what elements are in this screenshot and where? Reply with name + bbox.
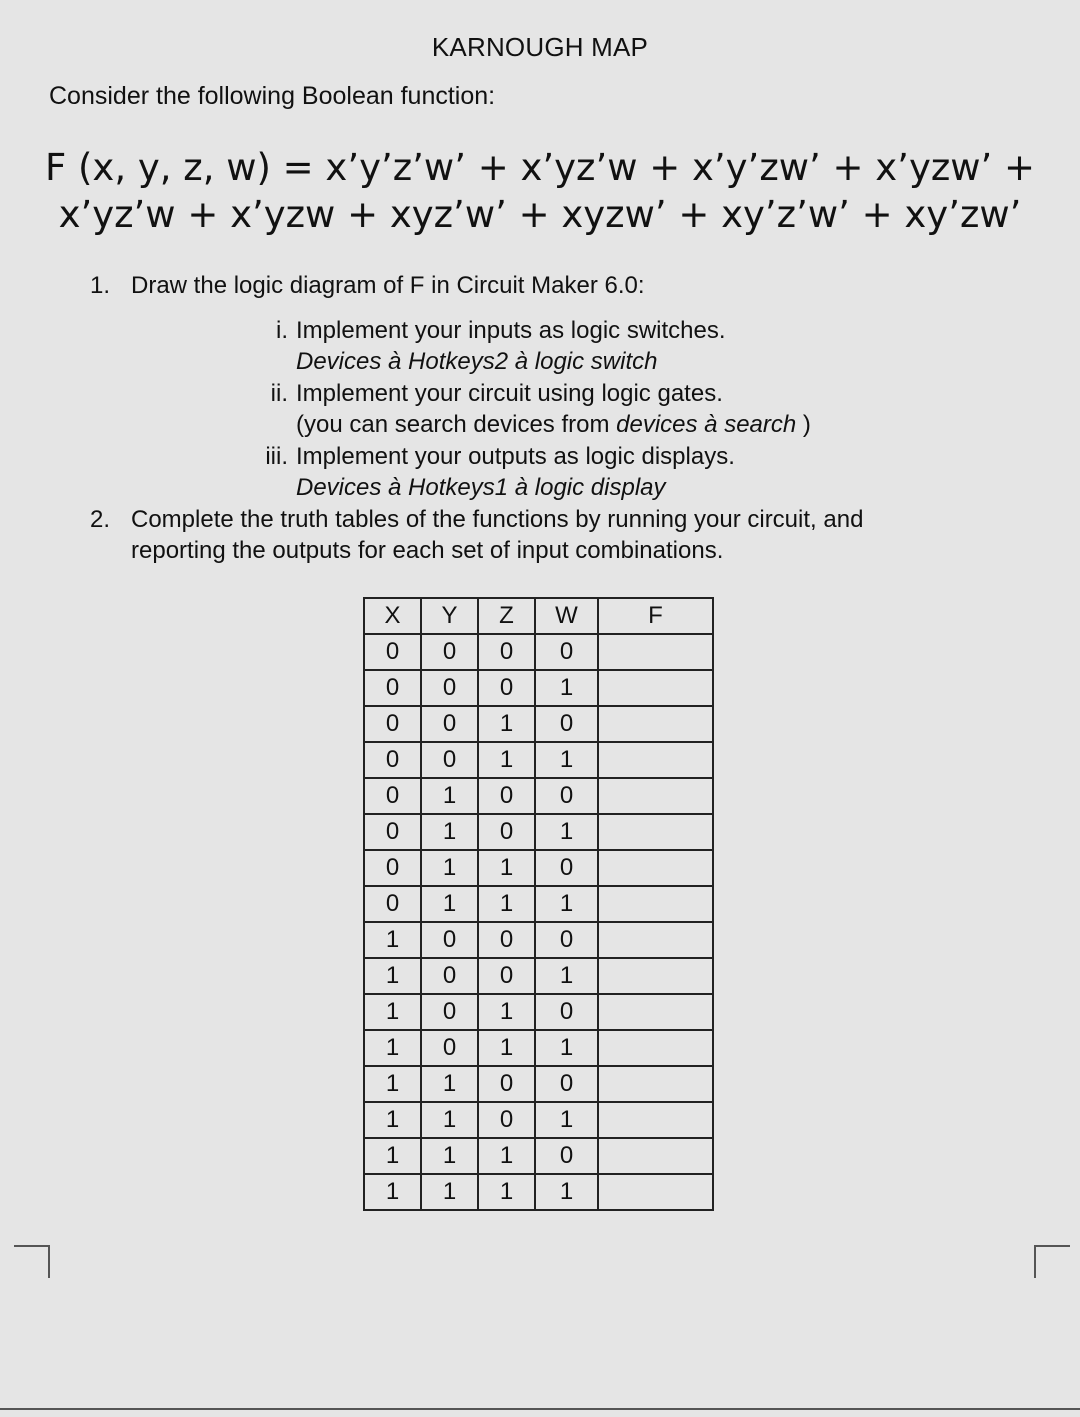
cell-f[interactable] [598,670,713,706]
cell-z: 0 [478,778,535,814]
formula-line-1: F (x, y, z, w) = x’y’z’w’ + x’yz’w + x’y’zw’ + x’yzw’ + [44,146,1036,189]
truth-table-row [364,922,713,958]
truth-table-row [364,1138,713,1174]
truth-table-row [364,814,713,850]
cell-x: 1 [364,1138,421,1174]
cell-z: 1 [478,850,535,886]
cell-w: 0 [535,706,598,742]
crop-mark-left [14,1245,50,1278]
cell-f[interactable] [598,1030,713,1066]
truth-table-row [364,958,713,994]
truth-table-row [364,1174,713,1210]
cell-x: 0 [364,706,421,742]
truth-table-row [364,742,713,778]
cell-y: 1 [421,778,478,814]
header-x: X [364,598,421,634]
substep-iii-note: Devices à Hotkeys1 à logic display [296,474,666,501]
formula-line-2: x’yz’w + x’yzw + xyz’w’ + xyzw’ + xy’z’w’ + xy’zw’ [58,193,1022,236]
truth-table-row [364,1102,713,1138]
page-title: KARNOUGH MAP [431,32,649,62]
cell-z: 0 [478,958,535,994]
truth-table-row [364,634,713,670]
truth-table-row [364,778,713,814]
truth-table-row [364,886,713,922]
substep-i-numeral: i. [276,317,288,344]
substep-i-text: Implement your inputs as logic switches. [296,317,726,344]
task-2-number: 2. [90,506,111,533]
task-2-line-1: Complete the truth tables of the functions by running your circuit, and [131,506,864,533]
cell-y: 0 [421,670,478,706]
task-2-line-2: reporting the outputs for each set of input combinations. [131,537,724,564]
truth-table-row [364,850,713,886]
task-2-text [131,504,863,566]
cell-w: 1 [535,886,598,922]
substep-ii-note-path: devices à search [616,411,797,438]
truth-table-row [364,670,713,706]
cell-y: 1 [421,1174,478,1210]
cell-y: 1 [421,1138,478,1174]
cell-y: 1 [421,1066,478,1102]
cell-w: 1 [535,958,598,994]
header-w: W [535,598,598,634]
cell-y: 0 [421,742,478,778]
cell-x: 1 [364,958,421,994]
cell-x: 0 [364,778,421,814]
cell-f[interactable] [598,1102,713,1138]
cell-x: 1 [364,922,421,958]
cell-z: 0 [478,1066,535,1102]
cell-f[interactable] [598,1174,713,1210]
cell-w: 0 [535,1066,598,1102]
cell-z: 0 [478,922,535,958]
cell-y: 0 [421,706,478,742]
cell-z: 0 [478,670,535,706]
cell-f[interactable] [598,886,713,922]
cell-z: 0 [478,1102,535,1138]
cell-x: 0 [364,742,421,778]
cell-y: 0 [421,922,478,958]
cell-x: 1 [364,1066,421,1102]
substep-ii-numeral: ii. [270,380,288,407]
substep-i [276,315,726,377]
substep-ii [270,378,811,440]
cell-w: 0 [535,778,598,814]
cell-z: 1 [478,706,535,742]
cell-w: 0 [535,1138,598,1174]
cell-f[interactable] [598,634,713,670]
cell-w: 0 [535,850,598,886]
cell-w: 0 [535,922,598,958]
task-1-text: Draw the logic diagram of F in Circuit Maker 6.0: [131,272,645,299]
cell-x: 1 [364,1102,421,1138]
truth-table-row [364,1030,713,1066]
cell-z: 0 [478,814,535,850]
cell-w: 0 [535,634,598,670]
cell-z: 0 [478,634,535,670]
substep-ii-note-suffix: ) [796,411,811,438]
task-1-number: 1. [90,272,111,299]
cell-z: 1 [478,1138,535,1174]
cell-y: 0 [421,958,478,994]
truth-table-row [364,994,713,1030]
cell-z: 1 [478,994,535,1030]
cell-w: 1 [535,1174,598,1210]
truth-table-row [364,1066,713,1102]
cell-z: 1 [478,1030,535,1066]
cell-x: 0 [364,670,421,706]
cell-x: 1 [364,1174,421,1210]
cell-x: 0 [364,886,421,922]
cell-f[interactable] [598,706,713,742]
cell-x: 0 [364,850,421,886]
cell-f[interactable] [598,1066,713,1102]
substep-iii-numeral: iii. [265,443,288,470]
cell-z: 1 [478,742,535,778]
substep-ii-text: Implement your circuit using logic gates. [296,380,723,407]
cell-f[interactable] [598,778,713,814]
substep-iii-text: Implement your outputs as logic displays. [296,443,735,470]
substep-ii-note [296,409,811,440]
cell-w: 0 [535,994,598,1030]
cell-x: 1 [364,994,421,1030]
cell-w: 1 [535,670,598,706]
cell-y: 0 [421,634,478,670]
header-f: F [598,598,713,634]
intro-text: Consider the following Boolean function: [49,82,496,110]
cell-x: 0 [364,814,421,850]
cell-x: 0 [364,634,421,670]
truth-table-header-row [364,598,713,634]
cell-f[interactable] [598,922,713,958]
page-bottom-rule [0,1408,1080,1410]
header-y: Y [421,598,478,634]
cell-f[interactable] [598,958,713,994]
cell-y: 1 [421,886,478,922]
cell-w: 1 [535,814,598,850]
cell-w: 1 [535,1030,598,1066]
truth-table [363,597,714,1211]
cell-y: 1 [421,814,478,850]
cell-f[interactable] [598,1138,713,1174]
cell-f[interactable] [598,742,713,778]
substep-ii-note-prefix: (you can search devices from [296,411,617,438]
cell-y: 0 [421,1030,478,1066]
cell-w: 1 [535,742,598,778]
crop-mark-right [1034,1245,1070,1278]
cell-z: 1 [478,1174,535,1210]
cell-x: 1 [364,1030,421,1066]
header-z: Z [478,598,535,634]
cell-y: 0 [421,994,478,1030]
cell-f[interactable] [598,814,713,850]
cell-z: 1 [478,886,535,922]
cell-y: 1 [421,850,478,886]
substep-i-note: Devices à Hotkeys2 à logic switch [296,348,658,375]
truth-table-row [364,706,713,742]
cell-f[interactable] [598,994,713,1030]
cell-w: 1 [535,1102,598,1138]
cell-y: 1 [421,1102,478,1138]
cell-f[interactable] [598,850,713,886]
substep-iii [265,441,735,503]
